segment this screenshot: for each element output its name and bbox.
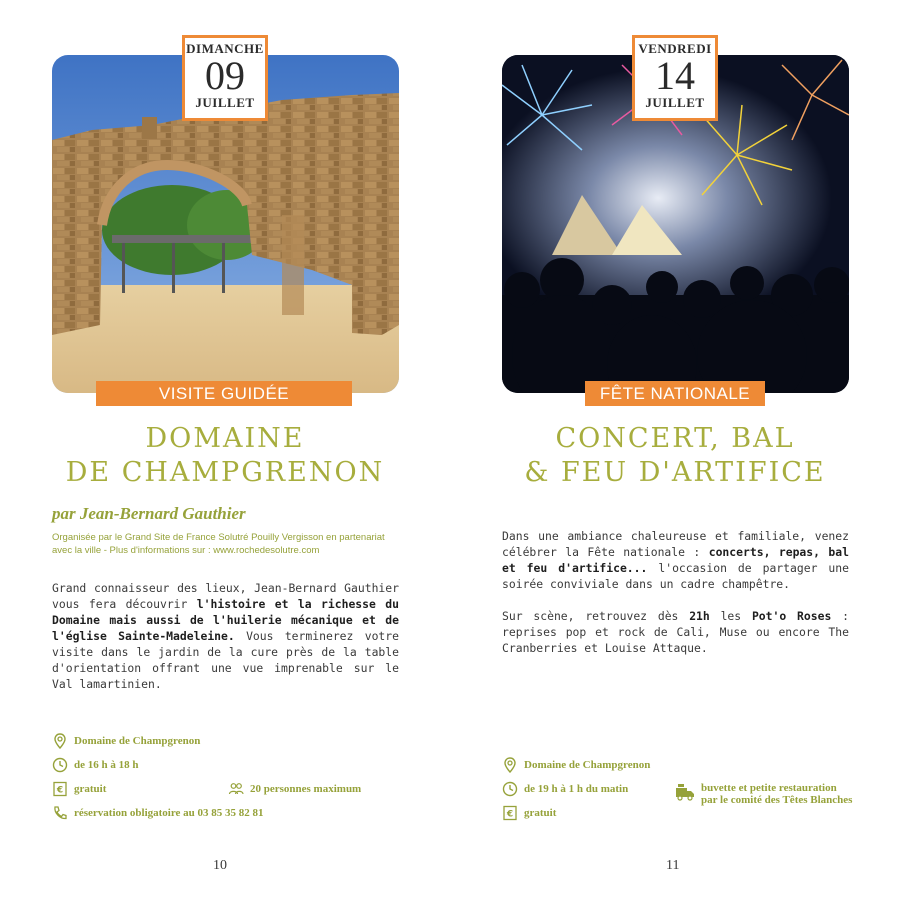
svg-text:€: €	[506, 809, 514, 820]
info-food	[675, 782, 852, 806]
date-month: JUILLET	[645, 95, 705, 110]
date-weekday: DIMANCHE	[186, 41, 264, 56]
description-highlight: Pot'o Roses	[751, 609, 832, 623]
info-location-text: Domaine de Champgrenon	[524, 759, 651, 771]
event-description	[502, 528, 849, 656]
info-price	[52, 781, 106, 797]
event-title-line1: DOMAINE	[145, 423, 305, 454]
info-time	[502, 781, 628, 797]
description-highlight: concerts, repas, bal et feu d'artifice...	[502, 545, 850, 575]
date-weekday: VENDREDI	[638, 41, 712, 56]
page-number: 11	[666, 858, 680, 873]
page-number: 10	[213, 858, 227, 873]
euro-ticket-icon	[52, 781, 68, 797]
description-text: : reprises pop et rock de Cali, Muse ou encore The Cranberries et Louise Attaque.	[502, 609, 849, 655]
event-title-line1: CONCERT, BAL	[555, 423, 795, 454]
people-icon	[228, 781, 244, 797]
category-banner: VISITE GUIDÉE	[96, 381, 352, 406]
page-right	[450, 0, 900, 900]
date-badge	[182, 35, 268, 121]
info-time	[52, 757, 139, 773]
info-capacity-text: 20 personnes maximum	[250, 783, 362, 795]
description-highlight: l'histoire et la richesse du Domaine mais aussi de l'huilerie mécanique et de l'église Sainte-Madeleine.	[52, 597, 399, 643]
phone-icon	[52, 805, 68, 821]
event-title	[0, 422, 450, 490]
event-title-line2: DE CHAMPGRENON	[65, 457, 385, 488]
date-day-number: 09	[205, 53, 245, 98]
date-day-number: 14	[655, 53, 695, 98]
food-truck-icon	[675, 782, 695, 802]
description-text: l'occasion de partager une soirée conviviale dans un cadre champêtre.	[502, 561, 849, 591]
category-banner: FÊTE NATIONALE	[585, 381, 765, 406]
description-text: Grand connaisseur des lieux, Jean-Bernard Gauthier vous fera découvrir	[52, 581, 399, 611]
info-reservation	[52, 805, 264, 821]
info-food-line2: par le comité des Têtes Blanches	[701, 794, 853, 806]
date-month: JUILLET	[195, 95, 255, 110]
info-location-text: Domaine de Champgrenon	[74, 735, 201, 747]
info-time-text: de 16 h à 18 h	[74, 759, 139, 771]
info-location	[52, 733, 200, 749]
description-highlight: 21h	[689, 609, 710, 623]
description-paragraph	[502, 528, 849, 592]
description-paragraph	[502, 608, 849, 656]
author-line: par Jean-Bernard Gauthier	[52, 504, 246, 523]
info-time-text: de 19 h à 1 h du matin	[524, 783, 629, 795]
info-location	[502, 757, 650, 773]
info-price-text: gratuit	[524, 807, 557, 819]
event-description	[52, 580, 399, 692]
info-price-text: gratuit	[74, 783, 107, 795]
info-capacity	[228, 781, 361, 797]
description-text: Vous terminerez votre visite dans le jardin de la cure près de la table d'orientation offrant une vue imprenable sur le Val lamartinien.	[52, 629, 399, 691]
description-text: Sur scène, retrouvez dès	[502, 609, 690, 623]
info-food-line1: buvette et petite restauration	[701, 782, 837, 794]
clock-icon	[52, 757, 68, 773]
location-pin-icon	[52, 733, 68, 749]
info-price	[502, 805, 556, 821]
date-badge	[632, 35, 718, 121]
info-food-text	[701, 782, 852, 806]
description-text: Dans une ambiance chaleureuse et familiale, venez célébrer la Fête nationale :	[502, 529, 849, 559]
info-reservation-text: réservation obligatoire au 03 85 35 82 81	[74, 807, 264, 819]
organizer-line2: avec la ville - Plus d'informations sur : www.rochedesolutre.com	[52, 545, 320, 556]
location-pin-icon	[502, 757, 518, 773]
svg-text:€: €	[56, 785, 64, 796]
event-title	[450, 422, 900, 490]
clock-icon	[502, 781, 518, 797]
euro-ticket-icon	[502, 805, 518, 821]
description-text: les	[709, 609, 752, 623]
event-title-line2: & FEU D'ARTIFICE	[524, 457, 826, 488]
organizer-note	[52, 531, 402, 557]
organizer-line1: Organisée par le Grand Site de France Solutré Pouilly Vergisson en partenariat	[52, 532, 385, 543]
